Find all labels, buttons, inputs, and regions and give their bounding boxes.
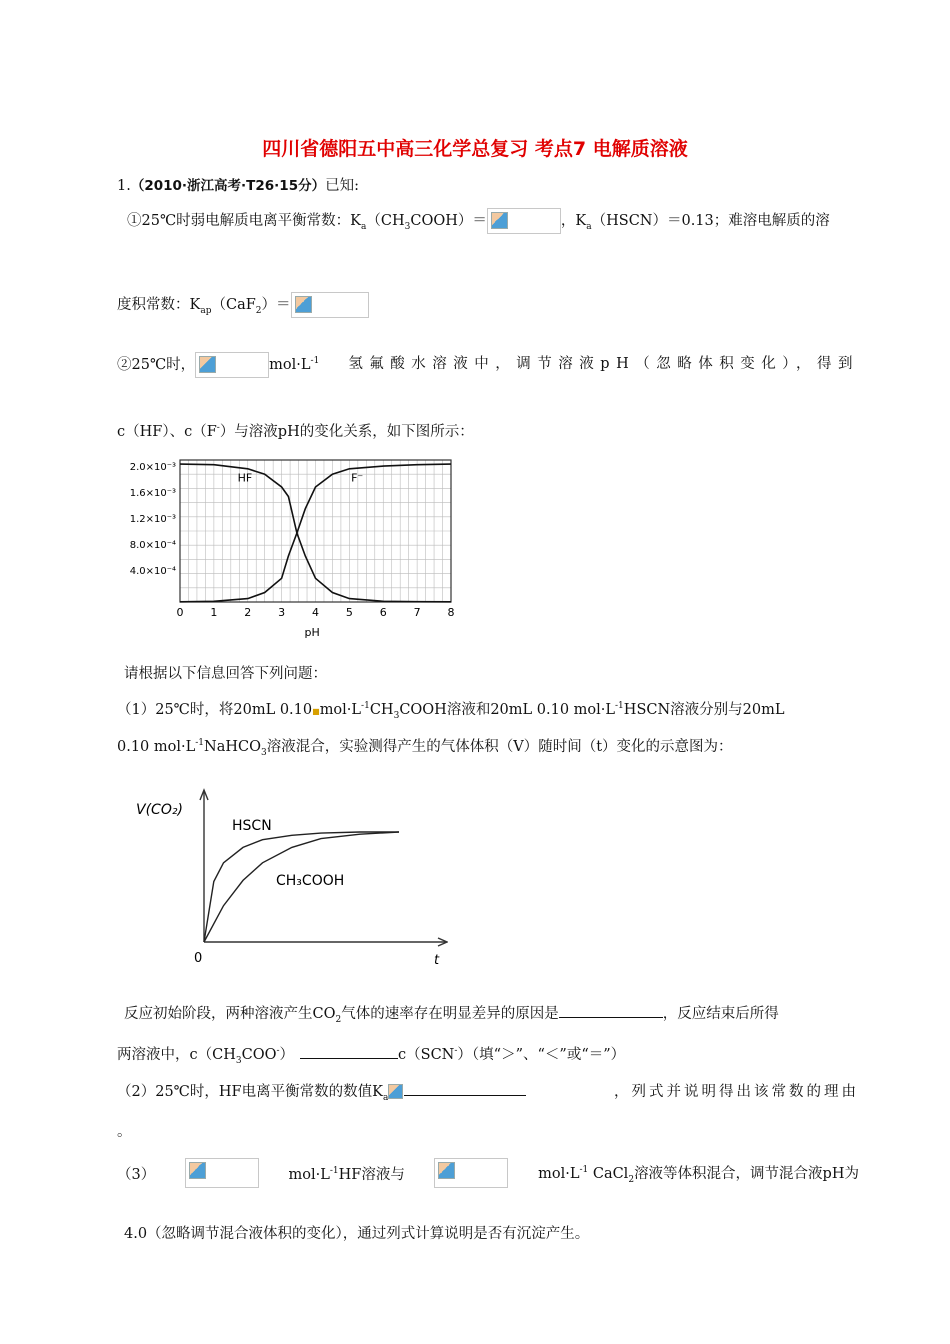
text: NaHCO [204,739,261,755]
text: ，反应结束后所得 [662,1006,779,1022]
hf-ph-chart [118,452,463,642]
y-tick-label: 1.2×10⁻³ [129,514,176,525]
text: ，K [560,213,587,229]
part-2-line [117,1080,859,1103]
text: （2）25℃时，HF电离平衡常数的数值K [117,1084,383,1100]
text: 气体的速率存在明显差异的原因是 [341,1006,559,1022]
text: mol·L [319,702,362,718]
sub: 3 [261,747,267,758]
text: HSCN溶液分别与20mL [623,702,785,718]
x-tick-label: 5 [345,606,353,619]
formula-image-placeholder [388,1084,404,1100]
text: 溶液混合，实验测得产生的气体体积（V）随时间（t）变化的示意图为： [266,739,733,755]
y-tick-label: 1.6×10⁻³ [129,488,176,499]
broken-image-icon [189,1162,206,1179]
text: （1）25℃时，将20mL 0.10 [117,702,313,718]
sub: ap [200,305,212,316]
sup: -1 [329,1165,339,1176]
text: mol·L [288,1166,330,1183]
sub: 2 [335,1014,342,1025]
reaction-line-2 [117,1043,625,1066]
x-axis-label: t [434,953,440,968]
known-line-3 [117,352,859,378]
y-tick-label: 8.0×10⁻⁴ [129,540,176,551]
formula-image-placeholder [487,208,561,234]
text: HF溶液与 [338,1166,405,1183]
sub: a [361,221,367,232]
text: c（HF）、c（F [117,424,217,440]
x-tick-label: 2 [244,606,252,619]
text: 0.10 mol·L [117,739,196,755]
question-1-header [117,174,359,195]
formula-image-placeholder [434,1158,508,1188]
part-1-line-2 [117,735,733,758]
series-label-ch3cooh: CH₃COOH [276,873,345,889]
text: ②25℃时， [117,357,196,373]
y-axis-label: V(CO₂) [136,802,183,818]
text: mol·L [538,1165,580,1182]
page-title: 四川省德阳五中高三化学总复习 考点7 电解质溶液 [262,138,688,160]
broken-image-icon [438,1162,455,1179]
formula-image-placeholder [291,292,369,318]
text: COOH）＝ [410,213,487,229]
x-tick-label: 8 [447,606,455,619]
text: c（SCN [398,1047,455,1063]
x-tick-label: 7 [413,606,421,619]
broken-image-icon [295,296,312,313]
text: 氢氟酸水溶液中，调节溶液pH（忽略体积变化），得到 [348,356,859,372]
text: ①25℃时弱电解质电离平衡常数：K [127,213,362,229]
sup: - [216,423,220,434]
question-number: 1. [117,178,131,194]
text: 两溶液中，c（CH [117,1047,236,1063]
sup: - [454,1046,458,1057]
sub: 3 [235,1055,242,1066]
answer-blank[interactable] [404,1095,526,1096]
reaction-line-1 [124,1002,779,1025]
origin-label: 0 [194,951,203,966]
y-tick-label: 2.0×10⁻³ [129,462,176,473]
text: 度积常数：K [117,297,201,313]
x-tick-label: 1 [210,606,218,619]
co2-volume-chart [128,784,448,969]
text: （HSCN）＝0.13；难溶电解质的溶 [591,213,830,229]
series-label-hf: HF [237,471,253,485]
formula-image-placeholder [185,1158,259,1188]
sup: - [276,1046,280,1057]
sub: 3 [393,710,400,721]
x-tick-label: 0 [176,606,184,619]
text: （CH [366,213,405,229]
part-3-line-2: 4.0（忽略调节混合液体积的变化），通过列式计算说明是否有沉淀产生。 [124,1226,590,1242]
text: CH [369,702,394,718]
text: COOH溶液和20mL 0.10 mol·L [399,702,616,718]
question-source: （2010·浙江高考·T26·15分） [130,178,326,194]
sup: -1 [361,701,370,712]
part-1-line-1: （1）25℃时，将20mL $0.10■mol\cdot L^{-1}CH_3COOH$溶液和20mL 0.10 $mol\cdot L^{-1}HSCN$溶液分别与20mL [117,701,785,721]
x-axis-label: pH [304,626,320,639]
part-3-line-1 [117,1158,859,1188]
sub: 3 [404,221,411,232]
text: （3） [117,1166,156,1183]
sub: a [586,221,592,232]
y-tick-label: 4.0×10⁻⁴ [129,566,176,577]
x-tick-label: 6 [379,606,387,619]
text: ）＝ [261,297,291,313]
text: ，列式并说明得出该常数的理由 [614,1084,859,1100]
known-label: 已知: [325,178,359,194]
text: CaCl [588,1165,629,1182]
text: ）（填“＞”、“＜”或“＝”） [457,1047,626,1063]
text: COO [241,1047,277,1063]
sub: a [382,1092,389,1103]
text: 反应初始阶段，两种溶液产生CO [124,1006,336,1022]
sub: 2 [255,305,262,316]
sup: -1 [615,701,624,712]
broken-image-icon [491,212,508,229]
text: ） [279,1047,295,1063]
text: 溶液等体积混合，调节混合液pH为 [634,1165,859,1182]
broken-image-icon [388,1084,403,1099]
text: （CaF [211,297,256,313]
formula-image-placeholder [195,352,269,378]
known-line-4 [117,420,474,441]
answer-blank[interactable] [559,1017,663,1018]
part-2-end: 。 [117,1124,132,1140]
broken-image-icon [199,356,216,373]
known-line-2 [117,292,369,318]
sup: -1 [579,1164,589,1175]
sup: -1 [310,356,320,367]
text: ）与溶液pH的变化关系，如下图所示： [219,424,474,440]
series-label-hscn: HSCN [232,818,272,834]
text: mol·L [269,357,311,373]
known-line-1 [127,208,830,234]
sub: 2 [628,1174,635,1185]
x-tick-label: 4 [312,606,319,619]
sup: -1 [195,738,205,749]
intro-line: 请根据以下信息回答下列问题： [124,666,327,682]
x-tick-label: 3 [278,606,286,619]
series-label-f-ion: F⁻ [351,471,364,485]
answer-blank[interactable] [300,1058,398,1059]
